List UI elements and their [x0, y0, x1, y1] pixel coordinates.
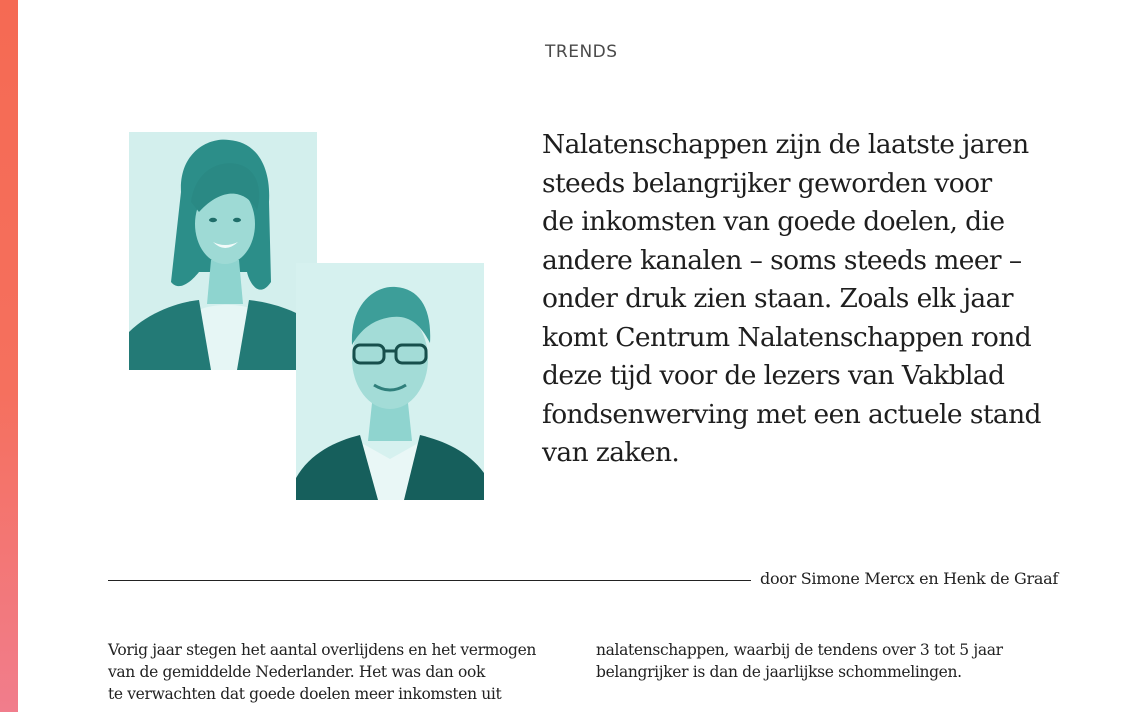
- portrait-man-image: [296, 263, 484, 500]
- lead-line: de inkomsten van goede doelen, die: [542, 206, 1005, 237]
- lead-line: komt Centrum Nalatenschappen rond: [542, 321, 1032, 353]
- lead-line: Nalatenschappen zijn de laatste jaren: [542, 129, 1029, 160]
- lead-line: deze tijd voor de lezers van Vakblad: [542, 360, 1005, 391]
- byline-rule: [108, 580, 751, 581]
- section-label: TRENDS: [545, 42, 618, 62]
- lead-line: onder druk zien staan. Zoals elk jaar: [542, 283, 1013, 314]
- body-line: Vorig jaar stegen het aantal overlijdens en het vermogen: [108, 641, 537, 659]
- lead-line: van zaken.: [542, 437, 680, 468]
- body-column-2: [596, 639, 1046, 683]
- byline: door Simone Mercx en Henk de Graaf: [760, 569, 1058, 588]
- body-line: te verwachten dat goede doelen meer inkomsten uit: [108, 685, 502, 703]
- portrait-woman-image: [129, 132, 317, 370]
- accent-stripe: [0, 0, 18, 712]
- body-line: van de gemiddelde Nederlander. Het was dan ook: [108, 663, 486, 681]
- lead-line: andere kanalen – soms steeds meer –: [542, 244, 1022, 276]
- photo-henk-de-graaf: [296, 263, 484, 500]
- lead-line: fondsenwerving met een actuele stand: [542, 398, 1041, 430]
- photo-simone-mercx: [129, 132, 317, 370]
- body-line: belangrijker is dan de jaarlijkse schommelingen.: [596, 663, 962, 681]
- body-line: nalatenschappen, waarbij de tendens over 3 tot 5 jaar: [596, 641, 1003, 659]
- body-column-1: [108, 639, 558, 705]
- lead-line: steeds belangrijker geworden voor: [542, 167, 992, 199]
- lead-paragraph: [542, 126, 1062, 473]
